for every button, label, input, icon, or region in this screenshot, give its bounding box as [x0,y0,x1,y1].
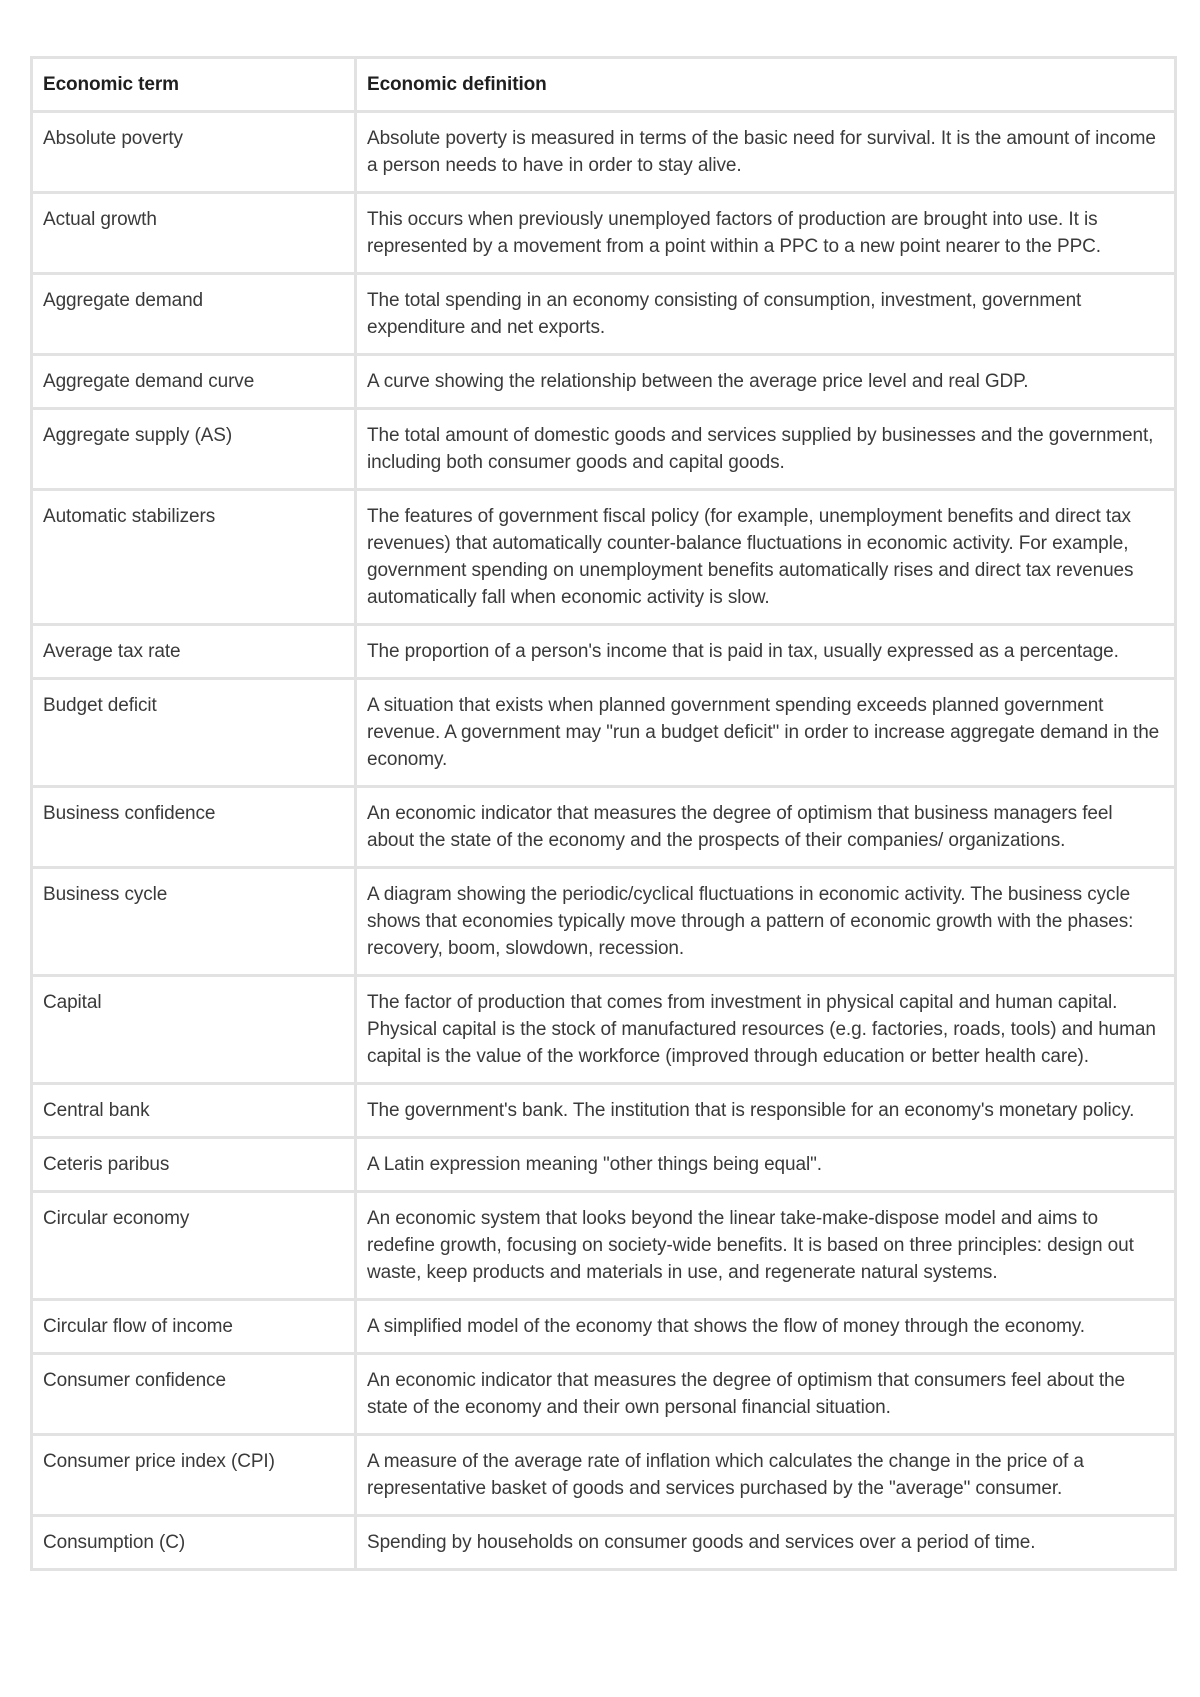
term-cell: Consumer confidence [32,1354,356,1435]
definition-cell: The total amount of domestic goods and services supplied by businesses and the government, including both consumer goods and capital goods. [356,409,1176,490]
term-cell: Business confidence [32,787,356,868]
table-row [32,1435,1176,1516]
definition-cell: The features of government fiscal policy (for example, unemployment benefits and direct tax revenues) that automatically counter-balance fluctuations in economic activity. For example, government spending on unemployment benefits automatically rises and direct tax revenues automatically fall when economic activity is slow. [356,490,1176,625]
table-row [32,1192,1176,1300]
term-cell: Average tax rate [32,625,356,679]
table-row [32,868,1176,976]
definition-cell: A diagram showing the periodic/cyclical fluctuations in economic activity. The business cycle shows that economies typically move through a pattern of economic growth with the phases: recovery, boom, slowdown, recession. [356,868,1176,976]
term-cell: Consumer price index (CPI) [32,1435,356,1516]
header-economic-term: Economic term [32,58,356,112]
term-cell: Automatic stabilizers [32,490,356,625]
table-row [32,787,1176,868]
term-cell: Absolute poverty [32,112,356,193]
table-row [32,1354,1176,1435]
definition-cell: The proportion of a person's income that is paid in tax, usually expressed as a percentage. [356,625,1176,679]
table-row [32,409,1176,490]
definition-cell: An economic indicator that measures the degree of optimism that consumers feel about the state of the economy and their own personal financial situation. [356,1354,1176,1435]
table-header [32,58,1176,112]
definition-cell: A situation that exists when planned government spending exceeds planned government revenue. A government may "run a budget deficit" in order to increase aggregate demand in the economy. [356,679,1176,787]
header-economic-definition: Economic definition [356,58,1176,112]
term-cell: Circular flow of income [32,1300,356,1354]
table-row [32,1300,1176,1354]
term-cell: Business cycle [32,868,356,976]
definition-cell: A simplified model of the economy that shows the flow of money through the economy. [356,1300,1176,1354]
term-cell: Consumption (C) [32,1516,356,1570]
definition-cell: This occurs when previously unemployed factors of production are brought into use. It is represented by a movement from a point within a PPC to a new point nearer to the PPC. [356,193,1176,274]
term-cell: Aggregate demand [32,274,356,355]
term-cell: Budget deficit [32,679,356,787]
glossary-table-container [30,56,1174,1571]
table-row [32,1084,1176,1138]
table-row [32,625,1176,679]
table-row [32,490,1176,625]
definition-cell: An economic indicator that measures the degree of optimism that business managers feel about the state of the economy and the prospects of their companies/ organizations. [356,787,1176,868]
table-row [32,1516,1176,1570]
header-row [32,58,1176,112]
table-row [32,274,1176,355]
term-cell: Central bank [32,1084,356,1138]
definition-cell: Absolute poverty is measured in terms of the basic need for survival. It is the amount of income a person needs to have in order to stay alive. [356,112,1176,193]
term-cell: Capital [32,976,356,1084]
table-row [32,1138,1176,1192]
term-cell: Circular economy [32,1192,356,1300]
term-cell: Aggregate supply (AS) [32,409,356,490]
table-row [32,112,1176,193]
definition-cell: The total spending in an economy consisting of consumption, investment, government expenditure and net exports. [356,274,1176,355]
table-body [32,112,1176,1570]
table-row [32,355,1176,409]
definition-cell: Spending by households on consumer goods and services over a period of time. [356,1516,1176,1570]
table-row [32,976,1176,1084]
definition-cell: A curve showing the relationship between the average price level and real GDP. [356,355,1176,409]
definition-cell: An economic system that looks beyond the linear take-make-dispose model and aims to redefine growth, focusing on society-wide benefits. It is based on three principles: design out waste, keep products and materials in use, and regenerate natural systems. [356,1192,1176,1300]
table-row [32,193,1176,274]
glossary-table [30,56,1177,1571]
table-row [32,679,1176,787]
term-cell: Actual growth [32,193,356,274]
term-cell: Aggregate demand curve [32,355,356,409]
definition-cell: The government's bank. The institution that is responsible for an economy's monetary policy. [356,1084,1176,1138]
definition-cell: The factor of production that comes from investment in physical capital and human capital. Physical capital is the stock of manufactured resources (e.g. factories, roads, tools) and human capital is the value of the workforce (improved through education or better health care). [356,976,1176,1084]
definition-cell: A Latin expression meaning "other things being equal". [356,1138,1176,1192]
term-cell: Ceteris paribus [32,1138,356,1192]
definition-cell: A measure of the average rate of inflation which calculates the change in the price of a representative basket of goods and services purchased by the "average" consumer. [356,1435,1176,1516]
